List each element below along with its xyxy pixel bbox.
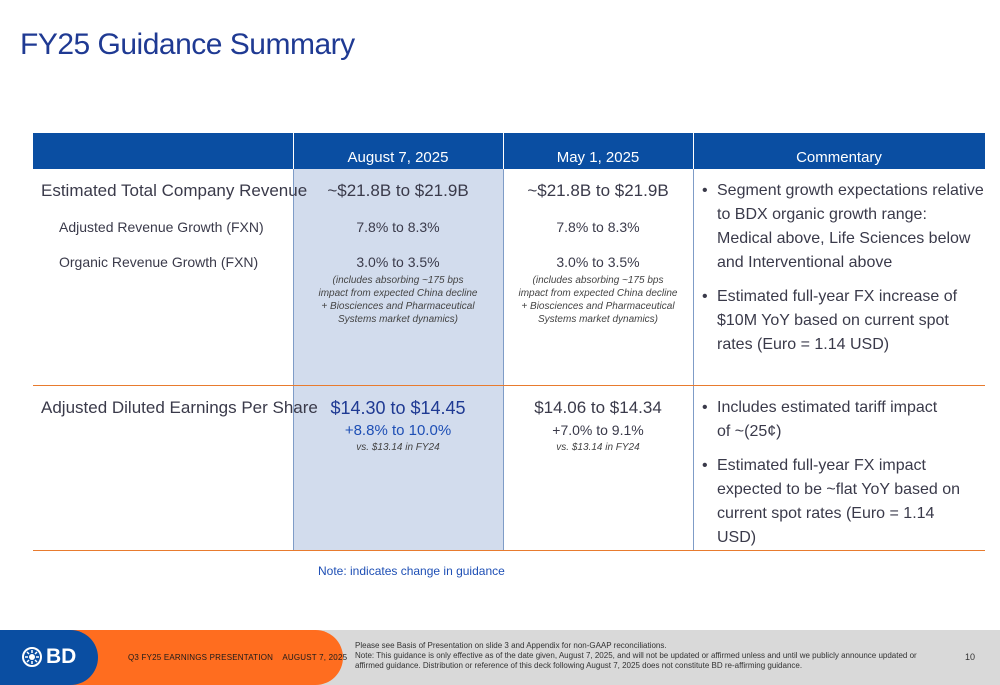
may-organic-note: (includes absorbing ~175 bps impact from expected China decline + Biosciences and Pharmaceutical Systems market dynamics) bbox=[518, 275, 678, 325]
metric-total-revenue: Estimated Total Company Revenue bbox=[41, 181, 308, 200]
may-eps-vs: vs. $13.14 in FY24 bbox=[556, 442, 640, 453]
metric-eps: Adjusted Diluted Earnings Per Share bbox=[41, 398, 318, 417]
header-divider bbox=[503, 133, 504, 169]
row-divider bbox=[33, 385, 985, 386]
header-commentary: Commentary bbox=[693, 133, 985, 169]
footer-disclaimer bbox=[355, 641, 945, 671]
disclaimer-line: Please see Basis of Presentation on slide 3 and Appendix for non-GAAP reconciliations. bbox=[355, 641, 667, 650]
header-august: August 7, 2025 bbox=[293, 133, 503, 169]
commentary-bullet: • Segment growth expectations relative to BDX organic growth range: Medical above, Life Sciences below and Interventional above bbox=[701, 179, 986, 275]
footer bbox=[0, 630, 1000, 685]
footer-presentation-label bbox=[128, 653, 347, 662]
page-title: FY25 Guidance Summary bbox=[20, 28, 355, 61]
presentation-date: AUGUST 7, 2025 bbox=[282, 653, 348, 662]
guidance-table bbox=[33, 133, 985, 551]
aug-organic-note: (includes absorbing ~175 bps impact from expected China decline + Biosciences and Pharmaceutical Systems market dynamics) bbox=[318, 275, 478, 325]
aug-eps-growth: +8.8% to 10.0% bbox=[344, 422, 452, 439]
eps-commentary bbox=[701, 396, 986, 560]
presentation-name: Q3 FY25 EARNINGS PRESENTATION bbox=[128, 653, 274, 662]
aug-organic-growth: 3.0% to 3.5% bbox=[356, 254, 440, 270]
disclaimer-line: Note: This guidance is only effective as of the date given, August 7, 2025, and will not be updated or affirmed unless and until we publicly announce updated or affirmed guidance. Distribution or reference of this deck following August 7, 2025 does not constitute BD re-affirming guidance. bbox=[355, 651, 917, 670]
may-eps-range: $14.06 to $14.34 bbox=[534, 398, 662, 417]
commentary-bullet: • Estimated full-year FX impact expected to be ~flat YoY based on current spot rates (Euro = 1.14 USD) bbox=[701, 454, 967, 550]
logo-text: BD bbox=[46, 645, 77, 668]
header-may: May 1, 2025 bbox=[503, 133, 693, 169]
header-metric bbox=[33, 133, 293, 169]
header-divider bbox=[693, 133, 694, 169]
may-eps-growth: +7.0% to 9.1% bbox=[552, 422, 644, 438]
commentary-bullet: • Includes estimated tariff impact of ~(25¢) bbox=[701, 396, 947, 444]
header-divider bbox=[293, 133, 294, 169]
aug-eps-range: $14.30 to $14.45 bbox=[330, 398, 466, 418]
may-organic-growth: 3.0% to 3.5% bbox=[556, 254, 640, 270]
page-number: 10 bbox=[965, 652, 976, 662]
bd-logo bbox=[22, 645, 76, 669]
may-adjusted-growth: 7.8% to 8.3% bbox=[556, 219, 640, 235]
metric-organic-growth: Organic Revenue Growth (FXN) bbox=[59, 254, 259, 270]
guidance-change-note: Note: indicates change in guidance bbox=[318, 564, 505, 578]
metric-adjusted-growth: Adjusted Revenue Growth (FXN) bbox=[59, 219, 264, 235]
aug-adjusted-growth: 7.8% to 8.3% bbox=[356, 219, 440, 235]
column-divider bbox=[693, 169, 694, 551]
revenue-commentary bbox=[701, 179, 986, 367]
aug-eps-vs: vs. $13.14 in FY24 bbox=[356, 442, 440, 453]
may-total-revenue: ~$21.8B to $21.9B bbox=[527, 181, 669, 200]
bd-sunburst-icon bbox=[22, 647, 42, 667]
commentary-bullet: • Estimated full-year FX increase of $10M YoY based on current spot rates (Euro = 1.14 USD) bbox=[701, 285, 986, 357]
aug-total-revenue: ~$21.8B to $21.9B bbox=[327, 181, 469, 200]
